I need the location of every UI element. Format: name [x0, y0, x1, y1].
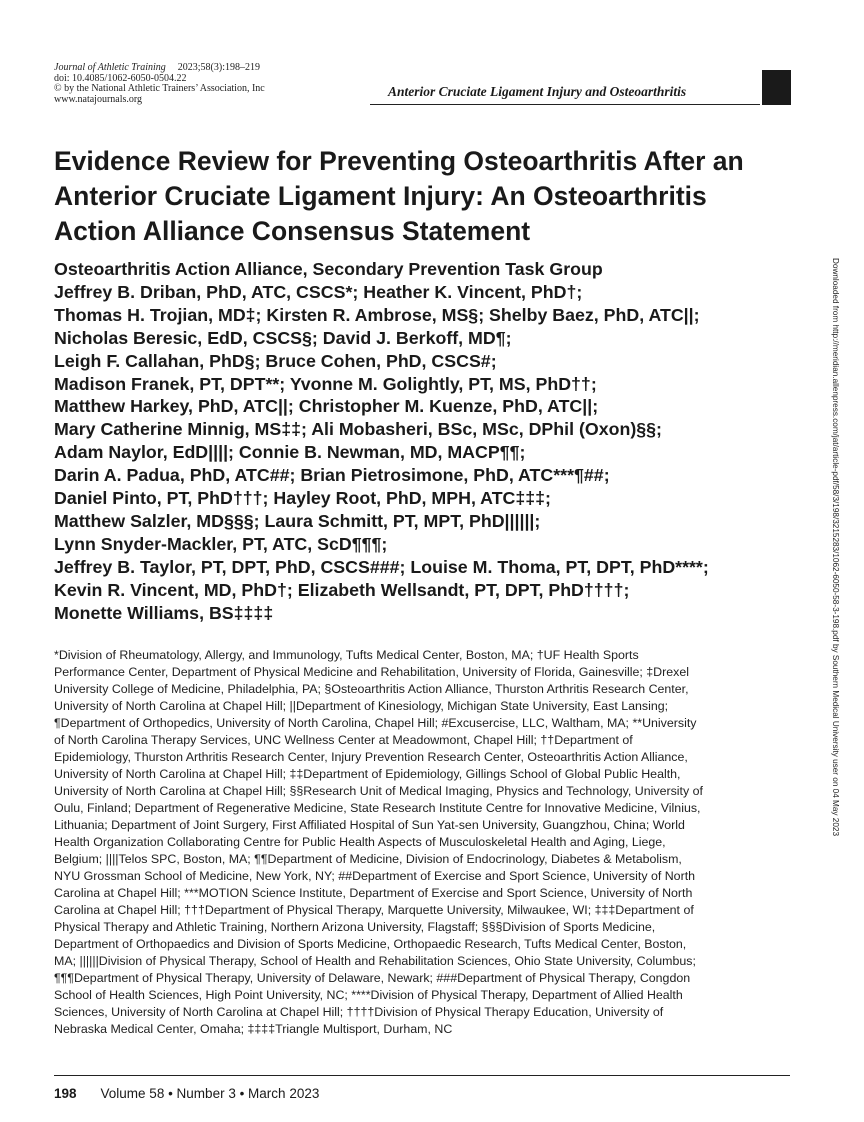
author-line: Lynn Snyder-Mackler, PT, ATC, ScD¶¶¶; [54, 533, 388, 554]
affiliation-line: Lithuania; Department of Joint Surgery, First Affiliated Hospital of Sun Yat-sen University, Guangzhou, China; World [54, 818, 685, 832]
affiliation-line: *Division of Rheumatology, Allergy, and Immunology, Tufts Medical Center, Boston, MA; †UF Health Sports [54, 648, 639, 662]
affiliation-line: University of North Carolina at Chapel Hill; §§Research Unit of Medical Imaging, Physics and Technology, University of [54, 784, 703, 798]
header-divider [370, 104, 760, 105]
author-line: Jeffrey B. Driban, PhD, ATC, CSCS*; Heather K. Vincent, PhD†; [54, 281, 583, 302]
citation: 2023;58(3):198–219 [177, 62, 260, 73]
footer-divider [54, 1075, 790, 1076]
author-line: Madison Franek, PT, DPT**; Yvonne M. Golightly, PT, MS, PhD††; [54, 373, 597, 394]
affiliation-line: Oulu, Finland; Department of Regenerative Medicine, State Research Institute Centre for Innovative Medicine, Vilnius, [54, 801, 701, 815]
affiliation-line: Carolina at Chapel Hill; ***MOTION Science Institute, Department of Exercise and Sport Science, University of North [54, 886, 693, 900]
author-line: Darin A. Padua, PhD, ATC##; Brian Pietrosimone, PhD, ATC***¶##; [54, 465, 610, 486]
journal-meta [54, 63, 354, 105]
affiliation-line: Department of Orthopaedics and Division of Sports Medicine, Orthopaedic Research, Tufts Medical Center, Boston, [54, 937, 687, 951]
affiliation-line: ¶Department of Orthopedics, University of North Carolina, Chapel Hill; #Excusercise, LLC, Waltham, MA; **University [54, 716, 697, 730]
affiliation-line: Belgium; ||||Telos SPC, Boston, MA; ¶¶Department of Medicine, Division of Endocrinology, Diabetes & Metabolism, [54, 852, 682, 866]
article-title [54, 144, 824, 249]
author-line: Matthew Harkey, PhD, ATC||; Christopher M. Kuenze, PhD, ATC||; [54, 396, 599, 417]
author-line: Monette Williams, BS‡‡‡‡ [54, 602, 274, 623]
affiliation-line: University of North Carolina at Chapel Hill; ‡‡Department of Epidemiology, Gillings School of Global Public Health, [54, 767, 681, 781]
affiliation-line: Carolina at Chapel Hill; †††Department of Physical Therapy, Marquette University, Milwaukee, WI; ‡‡‡Department of [54, 903, 694, 917]
download-watermark: Downloaded from http://meridian.allenpress.com/jat/article-pdf/58/3/198/3215283/1062-6050-58-3-198.pdf by Southern Medical University user on 04 May 2023 [831, 258, 840, 837]
running-title: Anterior Cruciate Ligament Injury and Osteoarthritis [388, 84, 687, 99]
affiliation-line: Physical Therapy and Athletic Training, Northern Arizona University, Flagstaff; §§§Division of Sports Medicine, [54, 920, 656, 934]
affiliation-line: ¶¶¶Department of Physical Therapy, University of Delaware, Newark; ###Department of Physical Therapy, Congdon [54, 971, 691, 985]
page-footer [54, 1086, 319, 1101]
affiliation-line: University College of Medicine, Philadelphia, PA; §Osteoarthritis Action Alliance, Thurston Arthritis Research Center, [54, 682, 689, 696]
affiliation-line: MA; ||||||Division of Physical Therapy, School of Health and Rehabilitation Sciences, Ohio State University, Columbus; [54, 954, 696, 968]
author-line: Adam Naylor, EdD||||; Connie B. Newman, MD, MACP¶¶; [54, 442, 526, 463]
doi: doi: 10.4085/1062-6050-0504.22 [54, 72, 187, 84]
page-number: 198 [54, 1086, 77, 1101]
author-line: Thomas H. Trojian, MD‡; Kirsten R. Ambrose, MS§; Shelby Baez, PhD, ATC||; [54, 304, 700, 325]
author-line: Matthew Salzler, MD§§§; Laura Schmitt, PT, MPT, PhD||||||; [54, 510, 541, 531]
journal-citation-line [54, 63, 354, 74]
journal-name: Journal of Athletic Training [54, 62, 166, 73]
affiliations [54, 647, 794, 1038]
author-line: Nicholas Beresic, EdD, CSCS§; David J. Berkoff, MD¶; [54, 327, 512, 348]
author-line: Mary Catherine Minnig, MS‡‡; Ali Mobasheri, BSc, MSc, DPhil (Oxon)§§; [54, 419, 662, 440]
author-group: Osteoarthritis Action Alliance, Secondary Prevention Task Group [54, 259, 603, 279]
author-line: Jeffrey B. Taylor, PT, DPT, PhD, CSCS###; Louise M. Thoma, PT, DPT, PhD****; [54, 556, 709, 577]
author-line: Daniel Pinto, PT, PhD†††; Hayley Root, PhD, MPH, ATC‡‡‡; [54, 488, 551, 509]
author-list [54, 258, 824, 625]
website: www.natajournals.org [54, 93, 143, 105]
author-line: Leigh F. Callahan, PhD§; Bruce Cohen, PhD, CSCS#; [54, 350, 497, 371]
author-line: Kevin R. Vincent, MD, PhD†; Elizabeth Wellsandt, PT, DPT, PhD††††; [54, 579, 630, 600]
title-line: Anterior Cruciate Ligament Injury: An Osteoarthritis [54, 181, 707, 211]
affiliation-line: Health Organization Collaborating Centre for Public Health Aspects of Musculoskeletal Health and Aging, Liege, [54, 835, 666, 849]
affiliation-line: Sciences, University of North Carolina at Chapel Hill; ††††Division of Physical Therapy Education, University of [54, 1005, 664, 1019]
affiliation-line: University of North Carolina at Chapel Hill; ||Department of Kinesiology, Michigan State University, East Lansing; [54, 699, 669, 713]
copyright: © by the National Athletic Trainers’ Association, Inc [54, 83, 265, 94]
affiliation-line: Nebraska Medical Center, Omaha; ‡‡‡‡Triangle Multisport, Durham, NC [54, 1022, 453, 1036]
affiliation-line: NYU Grossman School of Medicine, New York, NY; ##Department of Exercise and Sport Science, University of North [54, 869, 696, 883]
section-tab-marker [762, 70, 791, 105]
affiliation-line: Performance Center, Department of Physical Medicine and Rehabilitation, University of Florida, Gainesville; ‡Drexel [54, 665, 689, 679]
affiliation-line: of North Carolina Therapy Services, UNC Wellness Center at Meadowmont, Chapel Hill; ††Department of [54, 733, 633, 747]
title-line: Action Alliance Consensus Statement [54, 216, 531, 246]
issue-info: Volume 58 • Number 3 • March 2023 [100, 1086, 320, 1101]
title-line: Evidence Review for Preventing Osteoarthritis After an [54, 146, 744, 176]
affiliation-line: School of Health Sciences, High Point University, NC; ****Division of Physical Therapy, Department of Allied Health [54, 988, 683, 1002]
affiliation-line: Epidemiology, Thurston Arthritis Research Center, Injury Prevention Research Center, Osteoarthritis Action Alliance, [54, 750, 688, 764]
